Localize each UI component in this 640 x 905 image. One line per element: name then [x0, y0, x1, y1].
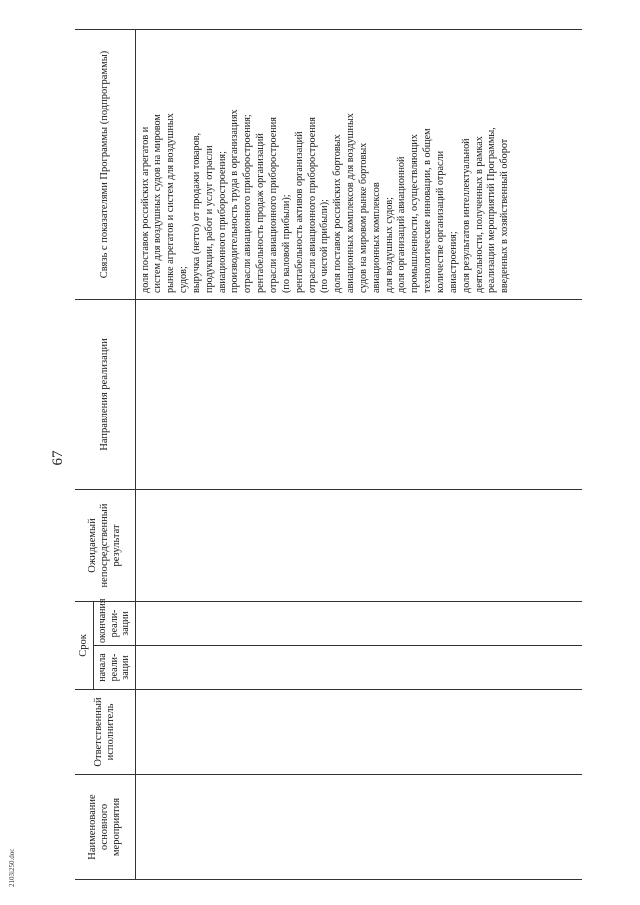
header-expected-result: Ожидаемый непосредственный результат [75, 489, 135, 601]
program-link-line: технологические инновации, в общем [422, 128, 434, 293]
header-activity-name: Наименование основного мероприятия [75, 775, 135, 880]
program-link-line: промышленности, осуществляющих [409, 134, 421, 293]
program-link-line: авиационных комплексов [370, 182, 382, 293]
table-header-row [75, 29, 94, 879]
cell-program-link [135, 29, 582, 299]
program-link-line: количестве организаций отрасли [434, 150, 446, 293]
program-link-line: для воздушных судов; [383, 196, 395, 293]
program-link-line: систем для воздушных судов на мировом [152, 114, 164, 293]
cell-directions [135, 299, 582, 489]
program-link-line: доля поставок российских бортовых [332, 134, 344, 293]
program-link-line: судов на мировом рынке бортовых [357, 142, 369, 293]
program-link-line: авиастроения; [447, 231, 459, 293]
program-link-line: (по чистой прибыли); [319, 199, 331, 293]
header-directions: Направления реализации [75, 299, 135, 489]
program-link-line: выручка (нетто) от продажи товаров, [190, 132, 202, 293]
header-term-end: окончания реали-зации [94, 601, 136, 645]
program-link-line: судов; [178, 266, 190, 293]
program-link-line: реализации мероприятий Программы, [486, 127, 498, 293]
program-link-line: отрасли авиационного приборостроения [306, 117, 318, 293]
program-link-line: доля организаций авиационной [396, 156, 408, 293]
page-number: 67 [50, 450, 66, 466]
program-link-line: введенных в хозяйственный оборот [499, 138, 511, 293]
program-link-line: доля поставок российских агрегатов и [139, 126, 151, 293]
table-row [135, 29, 582, 879]
program-link-line: (по валовой прибыли); [280, 194, 292, 293]
program-link-line: продукции, работ и услуг отрасли [203, 145, 215, 293]
rotated-page [50, 30, 610, 880]
program-link-line: доля результатов интеллектуальной [460, 138, 472, 293]
header-term: Срок [75, 601, 94, 689]
header-program-link: Связь с показателями Программы (подпрограммы) [75, 29, 135, 299]
header-term-start: начала реали-зации [94, 646, 136, 690]
program-link-line: авиационных комплексов для воздушных [345, 113, 357, 293]
cell-expected-result [135, 489, 582, 601]
program-link-line: авиационного приборостроения; [216, 151, 228, 293]
program-link-line: отрасли авиационного приборостроения [268, 117, 279, 293]
cell-activity-name [135, 775, 582, 880]
file-identifier: 2103i250.doc [8, 848, 16, 887]
program-link-line: отрасли авиационного приборостроения; [242, 114, 254, 293]
cell-term-start [135, 646, 582, 690]
program-link-line: рентабельность активов организаций [293, 131, 305, 293]
cell-term-end [135, 601, 582, 645]
program-link-line: рентабельность продаж организаций [255, 133, 267, 293]
header-executor: Ответственный исполнитель [75, 690, 135, 775]
program-link-line: рынке агрегатов и систем для воздушных [165, 113, 177, 293]
activities-table [75, 29, 582, 880]
program-link-line: деятельности, полученных в рамках [473, 136, 485, 293]
program-link-line: производительность труда в организациях [229, 109, 241, 293]
cell-executor [135, 690, 582, 775]
